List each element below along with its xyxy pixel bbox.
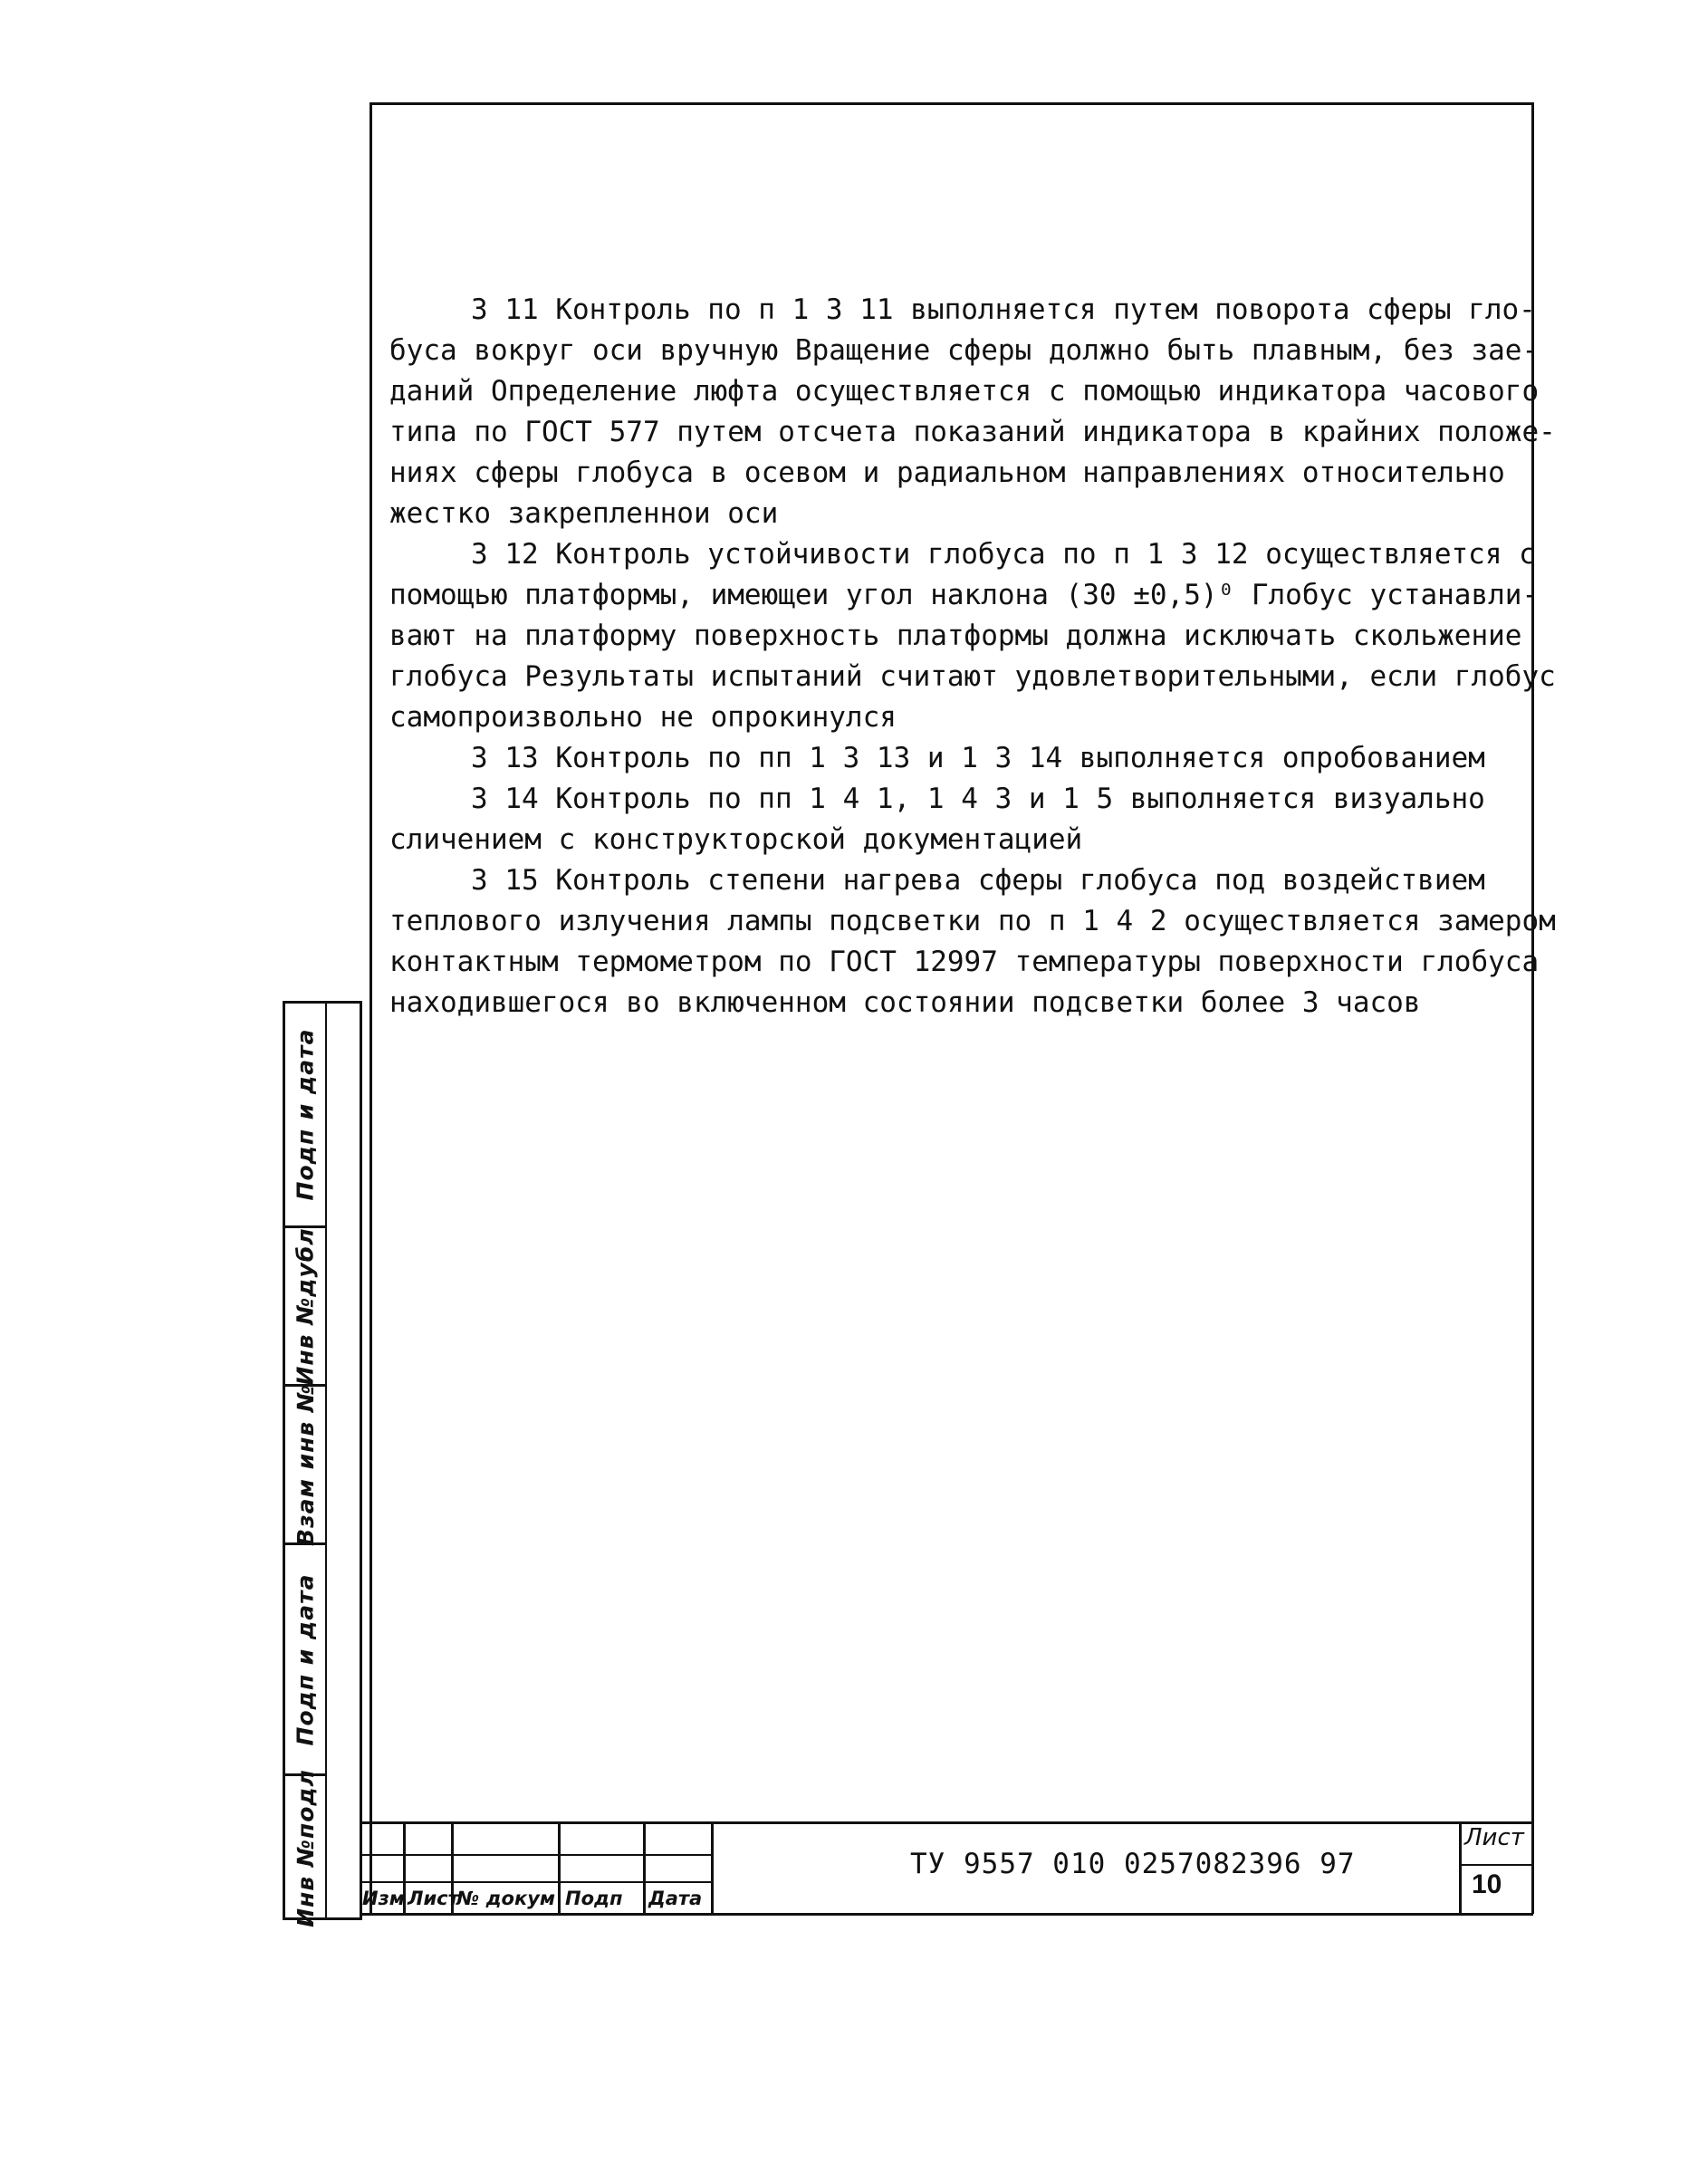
- paragraph-3-14: [389, 779, 1512, 860]
- text-line: типа по ГОСТ 577 путем отсчета показаний индикатора в крайних положе-: [389, 416, 1556, 448]
- side-label: Инв №дубл: [292, 1226, 319, 1386]
- text-line: глобуса Результаты испытаний считают удовлетворительными, если глобус: [389, 660, 1556, 693]
- tb-row-line: [1459, 1864, 1533, 1866]
- text-line: 3 14 Контроль по пп 1 4 1, 1 4 3 и 1 5 выполняется визуально: [471, 783, 1485, 815]
- document-body: [389, 290, 1556, 1023]
- side-cell-orig-inv: [285, 1769, 325, 1927]
- tb-divider: [1459, 1824, 1462, 1913]
- side-cell-signature-date: [285, 1004, 325, 1225]
- tb-divider: [558, 1824, 561, 1913]
- paragraph-3-11: [389, 290, 1556, 534]
- tb-divider: [643, 1824, 646, 1913]
- side-cell-signature-date-2: [285, 1542, 325, 1773]
- text-line: контактным термометром по ГОСТ 12997 температуры поверхности глобуса: [389, 946, 1540, 978]
- side-label: Подп и дата: [292, 1028, 319, 1201]
- text-line: помощью платформы, имеющеи угол наклона (30 ±0,5)⁰ Глобус устанавли-: [389, 579, 1540, 611]
- data-label: Дата: [648, 1888, 703, 1909]
- text-line: буса вокруг оси вручную Вращение сферы должно быть плавным, без зае-: [389, 334, 1540, 367]
- document-code: ТУ 9557 010 0257082396 97: [910, 1848, 1356, 1880]
- tb-divider: [711, 1824, 714, 1913]
- izm-label: Изм: [362, 1888, 405, 1909]
- side-stamp: [283, 1001, 362, 1927]
- text-line: самопроизвольно не опрокинулся: [389, 701, 897, 734]
- text-line: жестко закрепленнои оси: [389, 497, 779, 530]
- sheet-label: Лист: [1464, 1824, 1524, 1851]
- paragraph-3-13: [389, 738, 1512, 779]
- text-line: 3 13 Контроль по пп 1 3 13 и 1 3 14 выполняется опробованием: [471, 742, 1485, 774]
- side-label: Подп и дата: [292, 1573, 319, 1745]
- side-label: Инв №подл: [292, 1769, 319, 1927]
- text-line: сличением с конструкторской документацией: [389, 823, 1083, 856]
- paragraph-3-15: [389, 860, 1556, 1023]
- podp-label: Подп: [565, 1888, 623, 1909]
- side-cell-replaced-inv: [285, 1383, 325, 1546]
- text-line: ниях сферы глобуса в осевом и радиальном направлениях относительно: [389, 456, 1505, 489]
- side-cell-dup-inv: [285, 1225, 325, 1384]
- text-line: 3 15 Контроль степени нагрева сферы глобуса под воздействием: [471, 864, 1485, 897]
- text-line: даний Определение люфта осуществляется с помощью индикатора часового: [389, 375, 1540, 408]
- ndokum-label: № докум: [456, 1888, 556, 1909]
- paragraph-3-12: [389, 534, 1556, 738]
- text-line: 3 12 Контроль устойчивости глобуса по п 1 3 12 осуществляется с: [471, 538, 1536, 571]
- side-label: Взам инв №: [292, 1383, 319, 1546]
- text-line: 3 11 Контроль по п 1 3 11 выполняется путем поворота сферы гло-: [471, 293, 1536, 326]
- tb-row-line: [360, 1854, 711, 1856]
- tb-row-line: [360, 1881, 711, 1883]
- side-stamp-divider: [325, 1004, 327, 1917]
- list-label: Лист: [408, 1888, 459, 1909]
- text-line: находившегося во включенном состоянии подсветки более 3 часов: [389, 986, 1421, 1019]
- text-line: вают на платформу поверхность платформы должна исключать скольжение: [389, 620, 1522, 652]
- text-line: теплового излучения лампы подсветки по п 1 4 2 осуществляется замером: [389, 905, 1556, 937]
- sheet-number: 10: [1472, 1869, 1502, 1899]
